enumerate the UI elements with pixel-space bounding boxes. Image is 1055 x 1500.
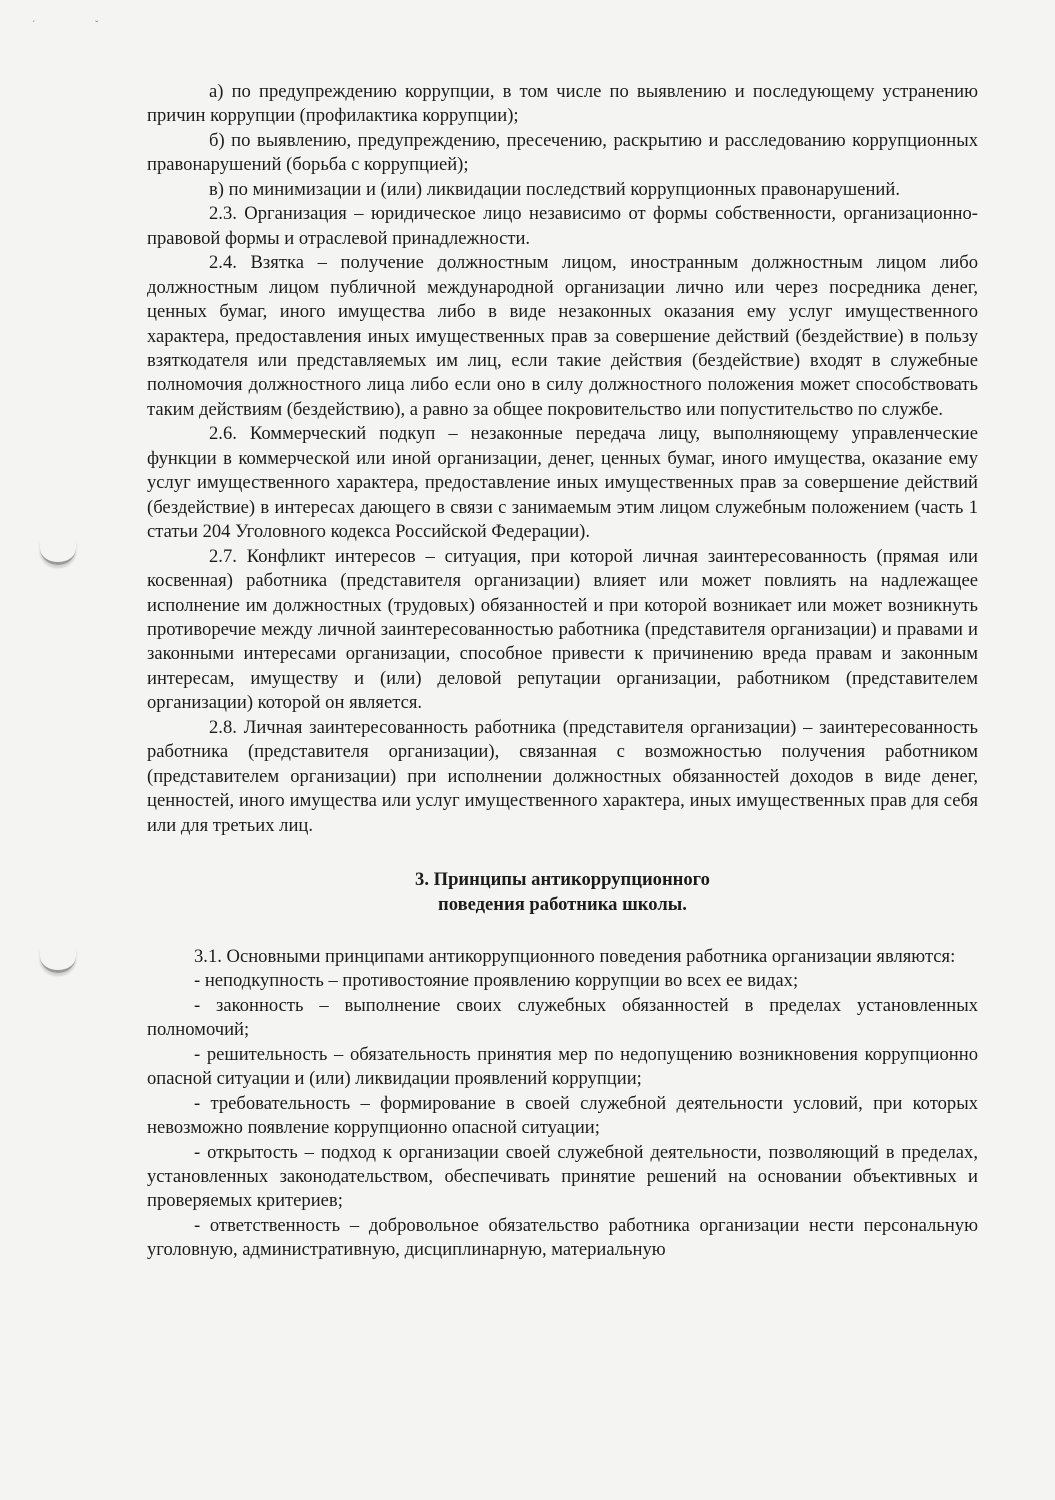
- paragraph-2-8: 2.8. Личная заинтересованность работника (представителя организации) – заинтересованность работника (представителя организации), связанная с возможностью получения работником (представителем организации) при исполнении должностных обязанностей доходов в виде денег, ценностей, иного имущества или услуг имущественного характера, иных имущественных прав для себя или для третьих лиц.: [147, 716, 978, 836]
- paragraph-b: б) по выявлению, предупреждению, пресечению, раскрытию и расследованию коррупционных правонарушений (борьба с коррупцией);: [147, 129, 978, 176]
- paragraph-v: в) по минимизации и (или) ликвидации последствий коррупционных правонарушений.: [209, 178, 900, 200]
- punch-hole-mark: [40, 540, 76, 565]
- principle-item: - открытость – подход к организации своей служебной деятельности, позволяющий в пределах, установленных законодательством, обеспечивать принятие решений на основании объективных и проверяемых критериев;: [147, 1141, 978, 1212]
- principle-item: - ответственность – добровольное обязательство работника организации нести персональную уголовную, административную, дисциплинарную, материальную: [147, 1214, 978, 1261]
- section-heading: [147, 868, 978, 917]
- paragraph-a: а) по предупреждению коррупции, в том числе по выявлению и последующему устранению причин коррупции (профилактика коррупции);: [147, 81, 978, 127]
- document-page: [147, 80, 978, 1263]
- paragraph-2-4: 2.4. Взятка – получение должностным лицом, иностранным должностным лицом либо должностным лицом публичной международной организации лично или через посредника денег, ценных бумаг, иного имущества либо в виде незаконных оказания ему услуг имущественного характера, предоставления иных имущественных прав за совершение действий (бездействие) в пользу взяткодателя или представляемых им лиц, если такие действия (бездействие) входят в служебные полномочия должностного лица либо если оно в силу должностного положения может способствовать таким действиям (бездействию), а равно за общее покровительство или попустительство по службе.: [147, 252, 978, 420]
- paragraph-2-3: 2.3. Организация – юридическое лицо независимо от формы собственности, организационно-правовой формы и отраслевой принадлежности.: [147, 203, 978, 249]
- section-heading-line1: 3. Принципы антикоррупционного: [415, 869, 710, 891]
- paragraph-3-1: 3.1. Основными принципами антикоррупционного поведения работника организации являются:: [194, 945, 956, 967]
- principle-item: - законность – выполнение своих служебных обязанностей в пределах установленных полномочий;: [147, 994, 978, 1041]
- punch-hole-mark: [40, 948, 76, 973]
- section-heading-line2: поведения работника школы.: [438, 893, 687, 915]
- scan-speck: ˊ: [32, 20, 36, 31]
- principle-item: - требовательность – формирование в своей служебной деятельности условий, при которых невозможно появление коррупционно опасной ситуации;: [147, 1092, 978, 1139]
- principle-item: - неподкупность – противостояние проявлению коррупции во всех ее видах;: [194, 970, 799, 992]
- principle-item: - решительность – обязательность принятия мер по недопущению возникновения коррупционно опасной ситуации и (или) ликвидации проявлений коррупции;: [147, 1043, 978, 1090]
- paragraph-2-6: 2.6. Коммерческий подкуп – незаконные передача лицу, выполняющему управленческие функции в коммерческой или иной организации, денег, ценных бумаг, иного имущества, оказание ему услуг имущественного характера, предоставление иных имущественных прав за совершение действий (бездействие) в интересах дающего в связи с занимаемым этим лицом служебным положением (часть 1 статьи 204 Уголовного кодекса Российской Федерации).: [147, 423, 978, 543]
- paragraph-2-7: 2.7. Конфликт интересов – ситуация, при которой личная заинтересованность (прямая или косвенная) работника (представителя организации) влияет или может повлиять на надлежащее исполнение им должностных (трудовых) обязанностей и при которой возникает или может возникнуть противоречие между личной заинтересованностью работника (представителя организации) и правами и законными интересами организации, способное привести к причинению вреда правам и законным интересам, имуществу и (или) деловой репутации организации, работником (представителем организации) которой он является.: [147, 545, 978, 714]
- scan-speck: ˇ: [95, 20, 99, 31]
